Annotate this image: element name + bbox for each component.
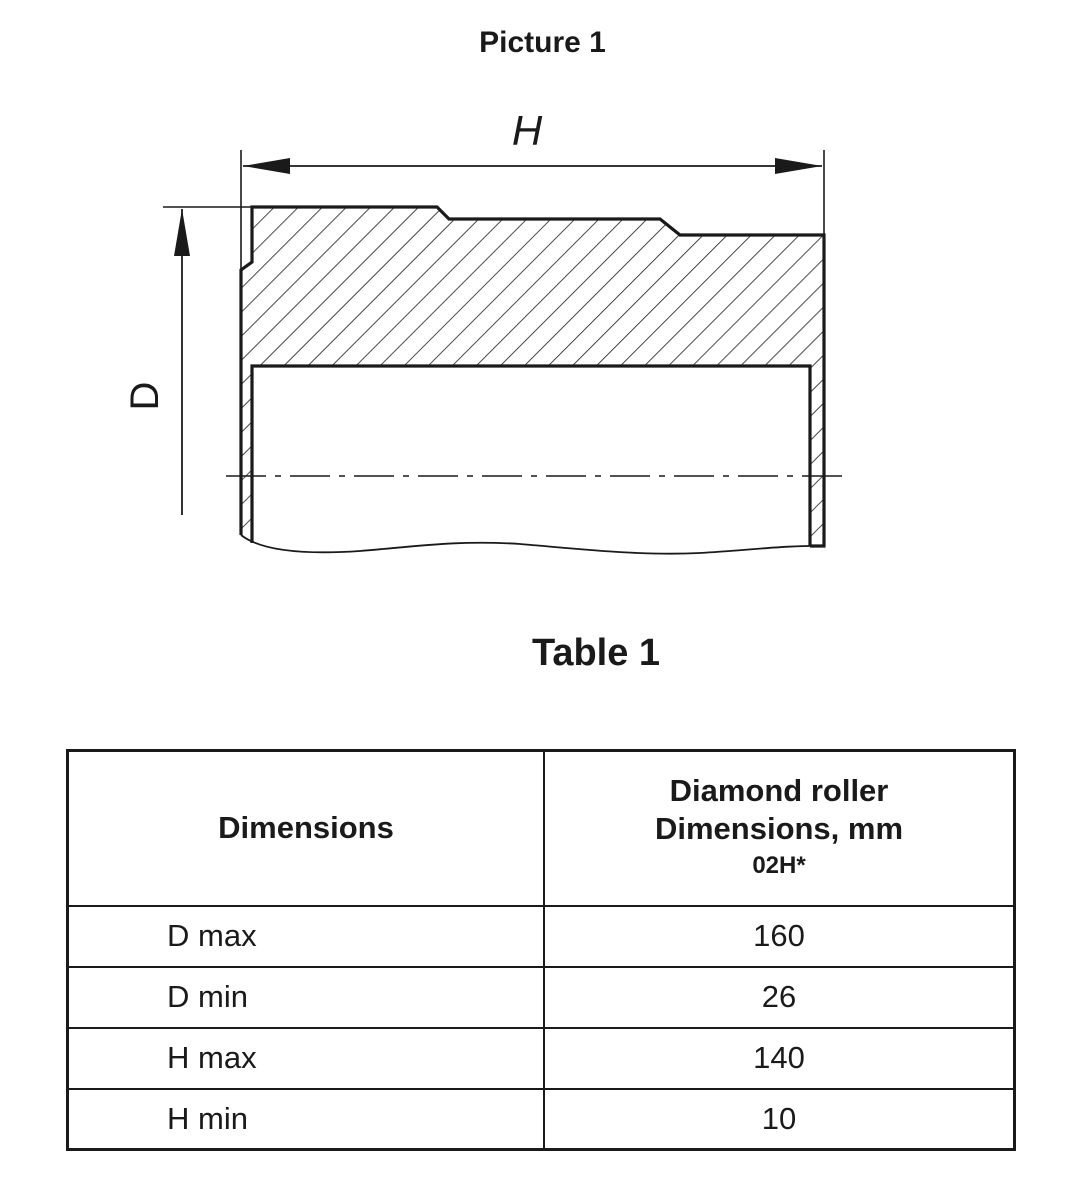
row-name: D max	[68, 906, 545, 967]
dimension-d	[123, 207, 251, 515]
table-header-row	[68, 751, 1015, 906]
label-h: H	[511, 107, 543, 154]
table-caption: Table 1	[531, 632, 661, 674]
arrow-right-icon	[775, 158, 822, 174]
label-d: D	[123, 381, 167, 411]
table-row	[68, 1028, 1015, 1089]
header-diamond-roller	[544, 751, 1015, 906]
header-line-2: Dimensions, mm	[654, 811, 904, 847]
row-name: H min	[68, 1089, 545, 1150]
row-value: 26	[544, 967, 1015, 1028]
inner-bore	[252, 366, 810, 546]
row-value: 140	[544, 1028, 1015, 1089]
dimensions-table	[66, 749, 1016, 1151]
arrow-up-icon	[174, 209, 190, 256]
break-line	[241, 535, 824, 554]
upper-wall	[241, 207, 824, 366]
row-value: 10	[544, 1089, 1015, 1150]
header-line-3: 02H*	[752, 852, 806, 880]
header-dimensions: Dimensions	[68, 751, 545, 906]
roller-section	[226, 207, 846, 554]
header-line-1: Diamond roller	[669, 773, 889, 809]
right-wall	[810, 366, 824, 546]
table-row	[68, 906, 1015, 967]
picture-caption: Picture 1	[479, 26, 606, 59]
left-wall	[241, 270, 252, 543]
arrow-left-icon	[243, 158, 290, 174]
row-name: D min	[68, 967, 545, 1028]
row-name: H max	[68, 1028, 545, 1089]
table-row	[68, 1089, 1015, 1150]
row-value: 160	[544, 906, 1015, 967]
table-row	[68, 967, 1015, 1028]
